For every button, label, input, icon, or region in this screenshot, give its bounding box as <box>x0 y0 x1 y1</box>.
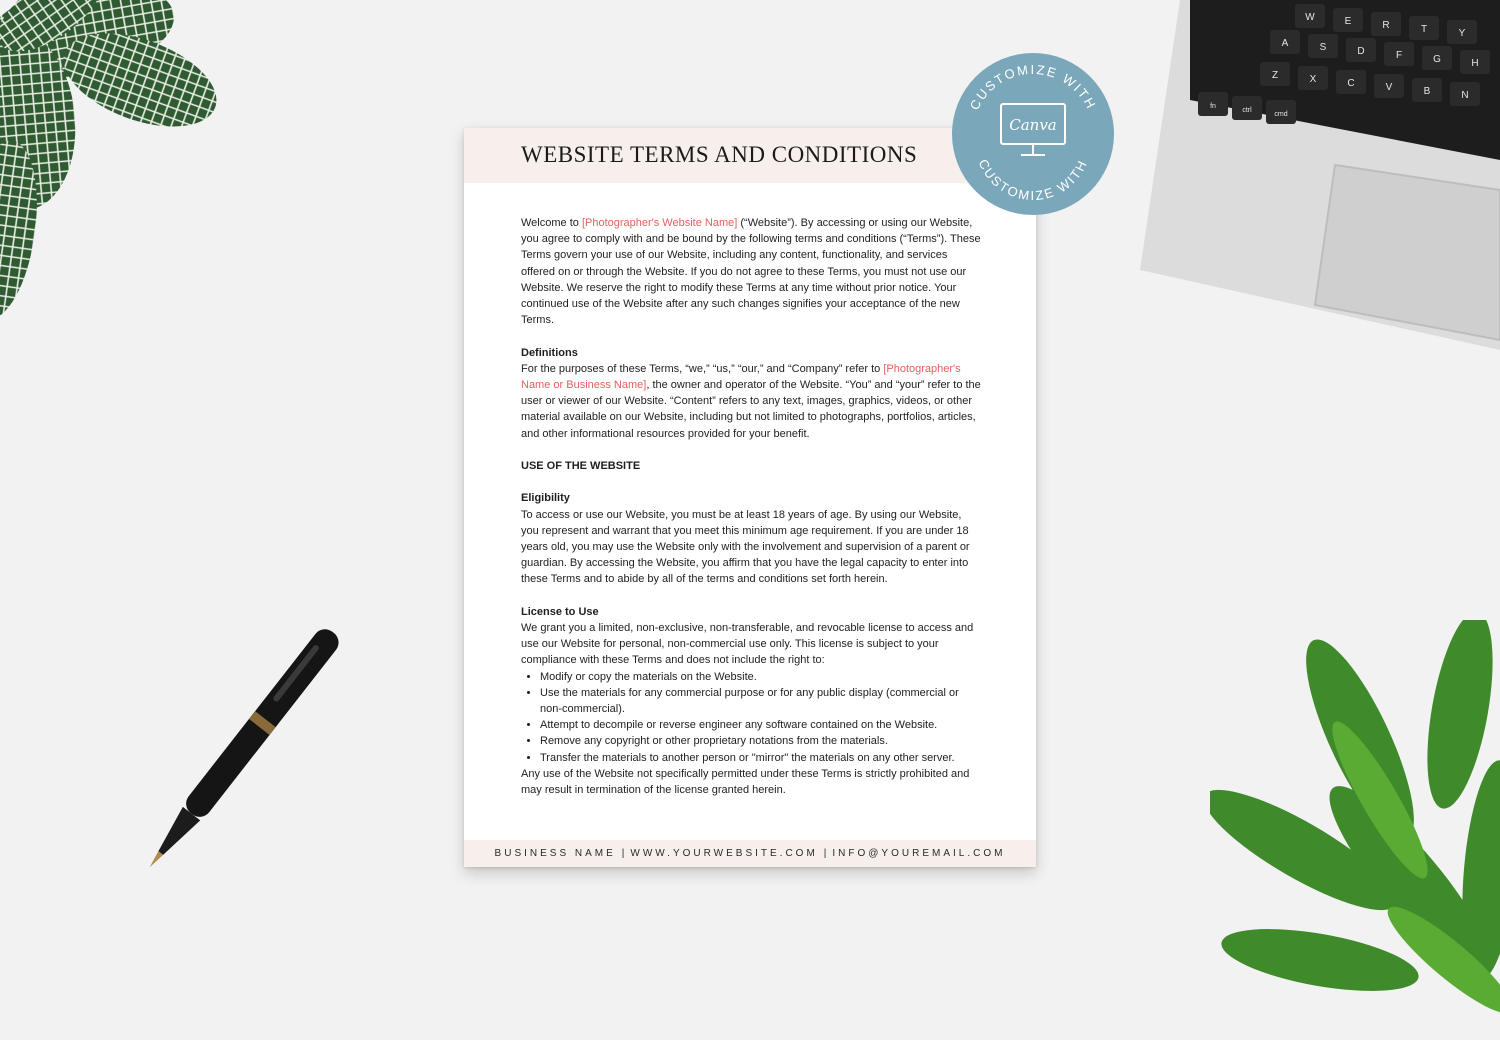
laptop-key-label: W <box>1305 12 1315 23</box>
footer-website: WWW.YOURWEBSITE.COM <box>630 848 818 859</box>
plant-leaves-bottom-right <box>1210 620 1500 1040</box>
eligibility-paragraph: To access or use our Website, you must be at least 18 years of age. By using our Website, you represent and warrant that you meet this minimum age requirement. If you are under 18 years old, you may use the Website only with the involvement and supervision of a parent or guardian. By accessing the Website, you affirm that you have the legal capacity to enter into these Terms and to abide by all of the terms and conditions set forth herein. <box>521 508 970 586</box>
license-heading: License to Use <box>521 605 599 618</box>
license-paragraph: We grant you a limited, non-exclusive, non-transferable, and revocable license to access and use our Website for personal, non-commercial use only. This license is subject to your compliance with these Terms and does not include the right to: <box>521 622 974 667</box>
laptop-key-label: R <box>1382 20 1390 31</box>
definitions-text-rest: , the owner and operator of the Website. “You” and “your” refer to the user or viewer of our Website. “Content” refers to any text, images, graphics, videos, or other material available on our Website, including but not limited to photographs, portfolios, articles, and other informational resources provided for your benefit. <box>521 379 981 440</box>
laptop-key-label: F <box>1395 50 1403 61</box>
laptop-key-label: Z <box>1271 70 1279 81</box>
website-name-placeholder: [Photographer's Website Name] <box>581 217 738 229</box>
footer-separator: | <box>621 848 625 859</box>
footer-email: INFO@YOUREMAIL.COM <box>832 848 1006 859</box>
license-closing: Any use of the Website not specifically permitted under these Terms is strictly prohibited and may result in termination of the license granted herein. <box>521 767 970 797</box>
business-name-placeholder: [Photographer's Name or Business Name] <box>521 362 961 392</box>
definitions-heading: Definitions <box>521 346 578 359</box>
canva-logo-text: Canva <box>1009 116 1057 134</box>
badge-ring-text-top: CUSTOMIZE WITH <box>966 61 1100 113</box>
laptop-key-label: X <box>1309 74 1317 85</box>
laptop-key-label: Y <box>1458 28 1466 39</box>
section-heading: USE OF THE WEBSITE <box>521 460 641 473</box>
list-item: • Remove any copyright or other proprietary notations from the materials. <box>540 733 981 749</box>
intro-text-rest: (“Website”). By accessing or using our Website, you agree to comply with and be bound by the following terms and conditions (“Terms”). These Terms govern your use of our Website, including any content, functionality, and services offered on or through the Website. If you do not agree to these Terms, you must not use our Website. We reserve the right to modify these Terms at any time without prior notice. Your continued use of the Website after any such changes signifies your acceptance of the new Terms. <box>521 217 981 327</box>
laptop-key-label: V <box>1385 82 1393 93</box>
document-body <box>521 215 981 798</box>
laptop-key-label: cmd <box>1274 111 1288 118</box>
laptop-key-label: S <box>1319 42 1327 53</box>
document-title: WEBSITE TERMS AND CONDITIONS <box>521 142 918 167</box>
laptop-key-label: G <box>1433 54 1441 65</box>
laptop-key-label: T <box>1420 24 1428 35</box>
list-item: • Attempt to decompile or reverse engineer any software contained on the Website. <box>540 717 981 733</box>
list-item: • Transfer the materials to another person or "mirror" the materials on any other server. <box>540 750 981 766</box>
footer-separator: | <box>823 848 827 859</box>
intro-text-start: Welcome to <box>521 217 582 229</box>
pen <box>130 600 350 900</box>
license-restrictions-list <box>521 669 981 766</box>
laptop-key-label: D <box>1357 46 1365 57</box>
plant-leaves-top-left <box>0 0 260 330</box>
laptop-keyboard <box>1120 0 1500 350</box>
laptop-key-label: H <box>1471 58 1479 69</box>
laptop-key-label: N <box>1461 90 1469 101</box>
badge-ring-text-bottom: CUSTOMIZE WITH <box>975 156 1091 204</box>
definitions-paragraph <box>521 361 981 442</box>
laptop-key-label: E <box>1344 16 1352 27</box>
laptop-key-label: B <box>1423 86 1431 97</box>
laptop-key-label: ctrl <box>1242 107 1252 114</box>
footer-business-name: BUSINESS NAME <box>494 848 616 859</box>
list-item: • Use the materials for any commercial purpose or for any public display (commercial or non-commercial). <box>540 685 981 717</box>
terms-document <box>464 128 1036 867</box>
definitions-text-start: For the purposes of these Terms, “we,” “us,” “our,” and “Company” refer to <box>521 362 884 375</box>
laptop-key-label: fn <box>1210 103 1216 110</box>
customize-with-canva-badge <box>951 52 1115 216</box>
intro-paragraph <box>521 215 981 328</box>
document-footer <box>464 840 1036 867</box>
laptop-key-label: C <box>1347 78 1355 89</box>
list-item: • Modify or copy the materials on the Website. <box>540 669 981 685</box>
laptop-key-label: A <box>1281 38 1289 49</box>
eligibility-heading: Eligibility <box>521 492 570 505</box>
